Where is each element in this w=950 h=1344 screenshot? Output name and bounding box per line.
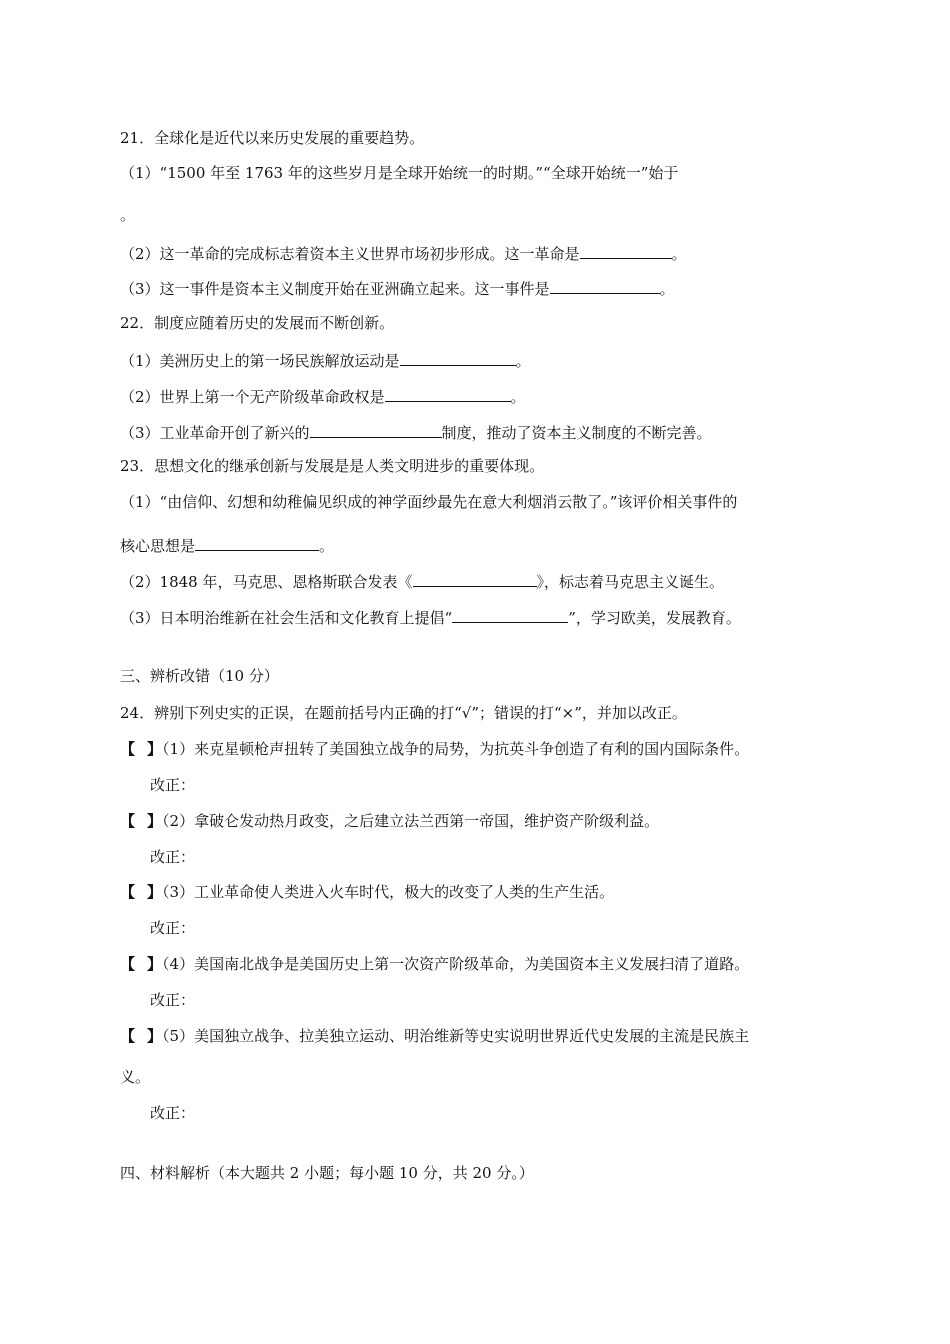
q24-item-4 [120,954,749,974]
q24-item-2 [120,811,659,831]
answer-bracket-close: 】 [147,1027,163,1045]
q23-part1: （1）“由信仰、幻想和幼稚偏见织成的神学面纱最先在意大利烟消云散了。”该评价相关事件的 [120,493,738,511]
q24-item-5-cont: 义。 [120,1068,151,1086]
q21-part1 [120,163,678,183]
q21-part2-text: （2）这一革命的完成标志着资本主义世界市场初步形成。这一革命是 [120,245,580,263]
correction-label: 改正： [150,991,196,1009]
answer-blank[interactable] [413,570,537,587]
q23-stem: 23．思想文化的继承创新与发展是是人类文明进步的重要体现。 [120,457,545,475]
q22-part2-end: 。 [510,388,526,406]
answer-blank[interactable] [400,349,516,366]
q22-part3-text: （3）工业革命开创了新兴的 [120,424,310,442]
q23-part3 [120,606,741,628]
answer-bracket-open: 【 [120,740,136,758]
answer-blank[interactable] [550,277,660,294]
q22-part3 [120,421,712,443]
q21-part1-text: （1）“1500 年至 1763 年的这些岁月是全球开始统一的时期。”“全球开始统一”始于 [120,164,679,182]
q21-part3-text: （3）这一事件是资本主义制度开始在亚洲确立起来。这一事件是 [120,280,550,298]
q23-part2-end: 》，标志着马克思主义诞生。 [536,573,725,591]
section3-title: 三、辨析改错（10 分） [120,667,279,685]
correction-label: 改正： [150,919,196,937]
answer-blank[interactable] [195,534,319,551]
answer-bracket-close: 】 [147,812,163,830]
q24-item-text: （5）美国独立战争、拉美独立运动、明治维新等史实说明世界近代史发展的主流是民族主 [162,1027,750,1045]
q21-part1-end: 。 [120,206,136,224]
answer-blank[interactable] [385,385,511,402]
answer-bracket-open: 【 [120,955,136,973]
q24-item-text: （3）工业革命使人类进入火车时代，极大的改变了人类的生产生活。 [162,883,615,901]
correction-label: 改正： [150,776,196,794]
q22-part1-text: （1）美洲历史上的第一场民族解放运动是 [120,352,400,370]
answer-blank[interactable] [310,421,442,438]
q23-part3-end: ”，学习欧美，发展教育。 [568,609,741,627]
q24-item-text: （1）来克星顿枪声扭转了美国独立战争的局势，为抗英斗争创造了有利的国内国际条件。 [162,740,750,758]
q22-stem: 22．制度应随着历史的发展而不断创新。 [120,314,395,332]
correction-label: 改正： [150,1104,196,1122]
q22-part2-text: （2）世界上第一个无产阶级革命政权是 [120,388,385,406]
section4-title: 四、材料解析（本大题共 2 小题；每小题 10 分，共 20 分。） [120,1164,534,1182]
q23-part1-cont-text: 核心思想是 [120,537,196,555]
q24-item-1 [120,739,749,759]
q23-part2 [120,570,724,592]
q21-part3 [120,277,675,299]
q22-part3-end: 制度，推动了资本主义制度的不断完善。 [441,424,712,442]
q24-item-3 [120,882,614,902]
q21-part3-end: 。 [659,280,675,298]
q24-stem: 24．辨别下列史实的正误，在题前括号内正确的打“√”；错误的打“×”，并加以改正。 [120,704,687,722]
answer-bracket-close: 】 [147,883,163,901]
answer-bracket-open: 【 [120,883,136,901]
correction-label: 改正： [150,848,196,866]
q24-item-text: （2）拿破仑发动热月政变，之后建立法兰西第一帝国，维护资产阶级利益。 [162,812,660,830]
q24-item-text: （4）美国南北战争是美国历史上第一次资产阶级革命，为美国资本主义发展扫清了道路。 [162,955,750,973]
q22-part2 [120,385,526,407]
q21-part2 [120,242,687,264]
answer-blank[interactable] [580,242,672,259]
q23-part1-cont [120,534,334,556]
answer-blank[interactable] [452,606,568,623]
q21-part2-end: 。 [671,245,687,263]
answer-bracket-open: 【 [120,812,136,830]
q22-part1-end: 。 [515,352,531,370]
q24-item-5 [120,1026,749,1046]
q23-part2-text: （2）1848 年，马克思、恩格斯联合发表《 [120,573,413,591]
answer-bracket-close: 】 [147,740,163,758]
answer-bracket-open: 【 [120,1027,136,1045]
q21-stem: 21．全球化是近代以来历史发展的重要趋势。 [120,129,425,147]
q23-part3-text: （3）日本明治维新在社会生活和文化教育上提倡“ [120,609,453,627]
q22-part1 [120,349,531,371]
answer-bracket-close: 】 [147,955,163,973]
q23-part1-end: 。 [319,537,335,555]
